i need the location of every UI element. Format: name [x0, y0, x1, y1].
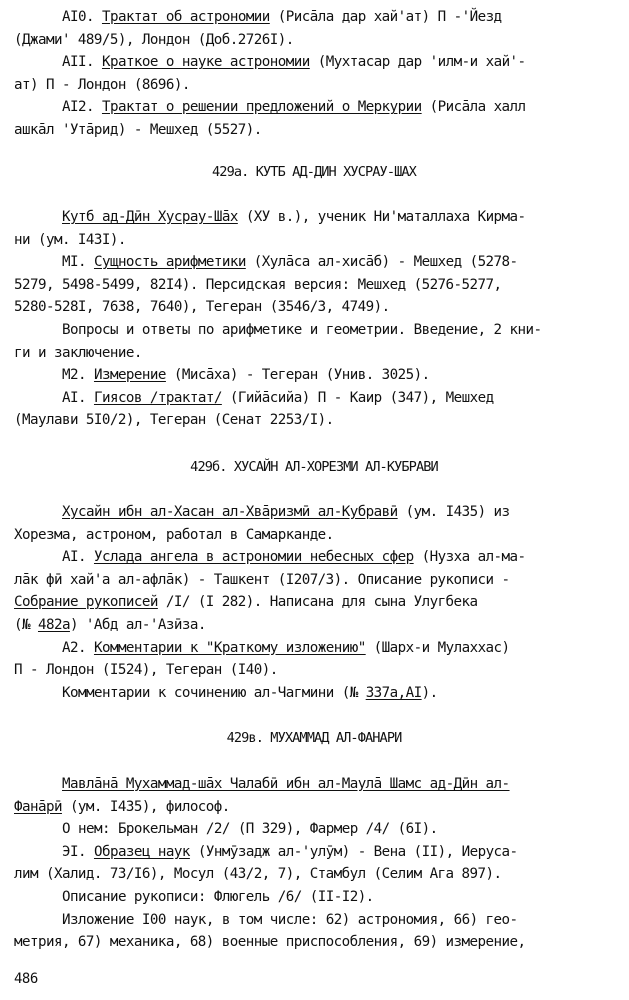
entry-m1-note-line2: ги и заключение.: [14, 344, 142, 361]
author-intro-line1: Хусайн ибн ал-Хасан ал-Хвāризмӣ ал-Кубравӣ (ум. I435) из: [62, 504, 510, 520]
author-name: Хусайн ибн ал-Хасан ал-Хвāризмӣ ал-Кубравӣ: [62, 504, 398, 520]
entry-a2-line1: A2. Комментарии к "Краткому изложению" (Шарх-и Мулаххас): [62, 639, 510, 656]
entry-a12-line1: AI2. Трактат о решении предложений о Меркурии (Рисāла халл: [62, 99, 526, 116]
section-heading-429a: 429а. КУТБ АД-ДИН ХУСРАУ-ШАХ: [212, 164, 416, 180]
entry-a11-line1: AII. Краткое о науке астрономии (Мухтасар дар 'илм-и хай'-: [62, 54, 526, 71]
entry-a1-line3: Собрание рукописей /I/ (I 282). Написана для сына Улугбека: [14, 594, 478, 611]
entry-a11-line2: ат) П - Лондон (8696).: [14, 76, 190, 93]
entry-a10-line2: (Джами' 489/5), Лондон (Доб.2726I).: [14, 31, 294, 48]
entry-a1-line2: (Маулави 5I0/2), Тегеран (Сенат 2253/I).: [14, 412, 334, 429]
entry-a10-line1: AI0. Трактат об астрономии (Рисāла дар хай'ат) П -'Йезд: [62, 9, 502, 25]
entry-title: Комментарии к "Краткому изложению": [93, 639, 366, 656]
entry-e1-line2: лим (Халид. 73/I6), Мосул (43/2, 7), Стамбул (Селим Ага 897).: [14, 866, 502, 883]
cross-reference: Собрание рукописей: [14, 594, 158, 611]
author-name: Кутб ад-Дӣн Хусрау-Шāх: [62, 209, 238, 225]
manuscript-description: Описание рукописи: Флюгель /6/ (II-I2).: [62, 888, 374, 905]
about-line: О нем: Брокельман /2/ (П 329), Фармер /4/ (6I).: [62, 821, 438, 838]
author-name: Мавлāнā Мухаммад-шāх Чалабӣ ибн ал-Маулā Шамс ад-Дӣн ал-: [62, 776, 510, 792]
author-name: Фанāрӣ: [14, 798, 62, 815]
entries-a10-a12: [14, 6, 614, 142]
cross-reference: 337а,AI: [365, 684, 422, 701]
page-number: 486: [14, 971, 38, 987]
summary-line1: Изложение I00 наук, в том числе: 62) астрономия, 66) гео-: [62, 911, 518, 928]
section-429v-body: [14, 773, 614, 954]
entry-m1-line2: 5279, 5498-5499, 82I4). Персидская версия: Мешхед (5276-5277,: [14, 276, 502, 293]
entry-title: Трактат о решении предложений о Меркурии: [101, 99, 422, 116]
section-heading-429v: 429в. МУХАММАД АЛ-ФАНАРИ: [226, 730, 402, 746]
author-intro-line1: Кутб ад-Дӣн Хусрау-Шāх (ХУ в.), ученик Ни'маталлаха Кирма-: [62, 209, 526, 225]
entry-e1-line1: ЭI. Образец наук (Унмӯзадж ал-'улӯм) - Вена (II), Иеруса-: [62, 843, 518, 860]
author-intro-line2: Хорезма, астроном, работал в Самарканде.: [14, 526, 334, 543]
entry-m1-line1: МI. Сущность арифметики (Хулāса ал-хисāб) - Мешхед (5278-: [62, 254, 518, 271]
entry-title: Краткое о науке астрономии: [101, 54, 310, 71]
section-429b-body: [14, 501, 614, 704]
section-heading-429b: 429б. ХУСАЙН АЛ-ХОРЕЗМИ АЛ-КУБРАВИ: [190, 459, 438, 475]
section-429a-body: [14, 206, 614, 432]
entry-title: Услада ангела в астрономии небесных сфер: [93, 549, 414, 566]
entry-m1-line3: 5280-528I, 7638, 7640), Тегеран (3546/3, 4749).: [14, 299, 390, 316]
author-intro-line2: Фанāрӣ (ум. I435), философ.: [14, 798, 230, 815]
entry-m1-note-line1: Вопросы и ответы по арифметике и геометрии. Введение, 2 кни-: [62, 321, 542, 338]
entry-a1-line1: AI. Гиясов /трактат/ (Гийāсийа) П - Каир (347), Мешхед: [62, 389, 494, 406]
entry-title: Гиясов /трактат/: [93, 389, 222, 406]
entry-title: Трактат об астрономии: [101, 9, 270, 25]
entry-a1-line2: лāк фӣ хай'а ал-афлāк) - Ташкент (I207/3). Описание рукописи -: [14, 571, 510, 588]
summary-line2: метрия, 67) механика, 68) военные приспособления, 69) измерение,: [14, 934, 526, 951]
author-intro-line1: [14, 773, 614, 796]
entry-title: Образец наук: [93, 843, 190, 860]
entry-title: Измерение: [93, 367, 166, 384]
cross-reference: 482а: [37, 616, 70, 633]
entry-m2: М2. Измерение (Мисāха) - Тегеран (Унив. 3025).: [62, 367, 430, 384]
entry-a2-line2: П - Лондон (I524), Тегеран (I40).: [14, 662, 278, 679]
entry-title: Сущность арифметики: [93, 254, 246, 271]
author-intro-line2: ни (ум. I43I).: [14, 231, 126, 248]
entry-a1-line1: AI. Услада ангела в астрономии небесных сфер (Нузха ал-ма-: [62, 549, 526, 566]
entry-a2-note: Комментарии к сочинению ал-Чагмини (№ 337а,AI).: [62, 684, 438, 701]
entry-a12-line2: ашкāл 'Утāрид) - Мешхед (5527).: [14, 121, 262, 138]
entry-a1-line4: (№ 482а) 'Абд ал-'Азӣза.: [14, 616, 206, 633]
